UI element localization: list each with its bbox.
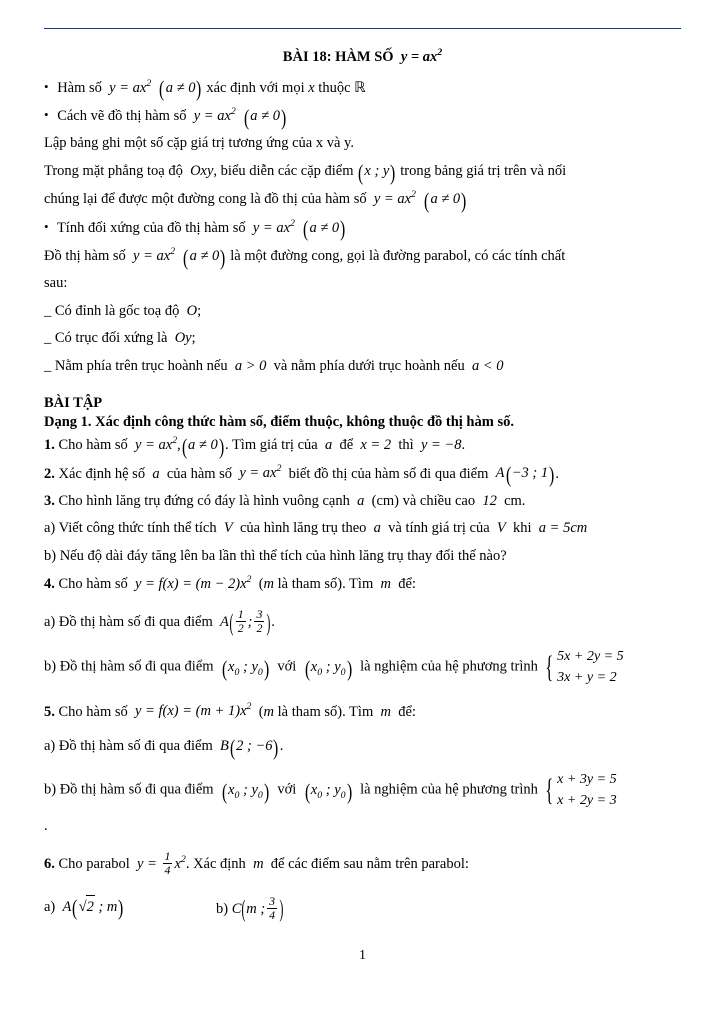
exercise-1-a: Cho hàm số (58, 437, 128, 454)
spacer-4a (44, 601, 681, 608)
volume-V-ex3: V (220, 520, 237, 537)
theory-line-plane (44, 160, 681, 183)
formula-fx-ex4: $y = f(x) = (m - 2)x^2$ (131, 574, 252, 593)
exercise-4a-text: a) Đồ thị hàm số đi qua điểm (44, 613, 213, 630)
point-A-sqrt2-m: A(√2 ; m) (58, 896, 124, 921)
formula-parabola-ex6: y = $\frac{1}{4}$ $x^2$ (133, 848, 186, 878)
exercise-6-label-a: a) (44, 898, 56, 915)
exercise-6-label-b: b) (216, 900, 229, 917)
exercise-5b-a: b) Đồ thị hàm số đi qua điểm (44, 781, 214, 798)
formula-fx-ex5: $y = f(x) = (m + 1)x^2$ (131, 701, 252, 720)
condition-a-positive: a > 0 (231, 357, 271, 374)
formula-a-neq-0: (a ≠ 0) (159, 77, 202, 102)
volume-V-ex3b: V (493, 520, 510, 537)
exercise-1-c: để (339, 437, 354, 454)
exercise-6-number: 6. (44, 856, 55, 873)
exercise-2-number: 2. (44, 465, 55, 482)
exercise-4-c: là tham số). Tìm (277, 576, 374, 593)
exercise-5b-c: là nghiệm của hệ phương trình (360, 781, 538, 798)
formula-y-ax2-2: $y = ax^2$ (190, 106, 236, 124)
coefficient-a-ex2: a (148, 465, 164, 482)
condition-y-eq-minus8: y = −8 (417, 437, 462, 454)
variable-a-ex1: a (321, 437, 336, 454)
condition-a-eq-5cm: a = 5cm (535, 520, 588, 537)
param-m-ex5b: m (376, 703, 395, 720)
exercise-6-b: . Xác định (185, 856, 246, 873)
exercise-5b (44, 769, 681, 811)
exercises-heading: BÀI TẬP (44, 395, 103, 412)
exercise-3a-c: và tính giá trị của (388, 520, 490, 537)
exercise-3a-d: khi (513, 520, 532, 537)
formula-y-ax2-5: $y = ax^2$ (129, 246, 176, 264)
exercise-6-c: để các điểm sau nằm trên parabol: (270, 856, 469, 873)
formula-y-ax2-ex1: $y = ax^2,(a \ne 0)$ (131, 434, 224, 459)
trailing-dot: . (44, 818, 48, 835)
exercise-5-d: để: (398, 703, 416, 720)
param-m-ex4: m (263, 576, 275, 593)
theory-line-parabola (44, 244, 681, 268)
theory-line-parabola-b: là một đường cong, gọi là đường parabol, có các tính chất (230, 247, 566, 264)
param-m-ex5: m (263, 703, 275, 720)
system-equations-ex5: { x + 3y = 5 x + 2y = 3 (544, 771, 617, 809)
exercise-3a (44, 517, 681, 540)
theory-bullet-1 (44, 76, 681, 100)
exercise-5 (44, 700, 681, 724)
point-x0y0-ex5: ($x_0$ ; $y_0$) (221, 779, 270, 804)
exercise-5-number: 5. (44, 703, 55, 720)
theory-property-1-text: _ Có đỉnh là gốc toạ độ (44, 302, 180, 319)
formula-a-neq-0-2: (a ≠ 0) (244, 105, 287, 130)
exercise-1-b: . Tìm giá trị của (224, 437, 318, 454)
point-O: O (182, 302, 198, 319)
system-equations-ex4: { 5x + 2y = 5 3x + y = 2 (544, 648, 624, 686)
point-x0y0-ex4b: ($x_0$ ; $y_0$) (304, 656, 352, 681)
theory-property-1: _ Có đỉnh là gốc toạ độ O; (44, 302, 202, 319)
exercise-3a-b: của hình lăng trụ theo (239, 520, 367, 537)
exercise-6-options (44, 895, 681, 923)
exercise-4-a: Cho hàm số (58, 576, 128, 593)
exercise-3-number: 3. (44, 492, 55, 509)
condition-x-eq-2: x = 2 (356, 437, 395, 454)
formula-a-neq-0-4: (a ≠ 0) (303, 217, 346, 242)
coordinate-system-Oxy: Oxy (186, 162, 214, 179)
theory-line-parabola-a: Đồ thị hàm số (44, 247, 126, 264)
theory-line-plane-b: , biểu diễn các cặp điểm (213, 162, 354, 179)
page-title-text: BÀI 18: HÀM SỐ (282, 48, 394, 65)
theory-bullet-3 (44, 216, 681, 240)
spacer-4b (44, 639, 681, 646)
theory-property-3 (44, 355, 681, 378)
exercise-6-a: Cho parabol (58, 856, 130, 873)
formula-y-ax2-ex2: $y = ax^2$ (235, 463, 282, 482)
point-B-ex5: B(2 ; −6) (216, 735, 279, 760)
exercise-1: 1. Cho hàm số $y = ax^2,(a \ne 0)$. Tìm giá trị của a để x = 2 thì y = −8. (44, 434, 466, 459)
point-xy: (x ; y) (358, 160, 396, 185)
exercise-4b-b: với (277, 658, 297, 675)
exercise-3a-a: a) Viết công thức tính thể tích (44, 520, 217, 537)
exercise-2-c: biết đồ thị của hàm số đi qua điểm (288, 465, 489, 482)
exercise-5-b: ( (258, 703, 264, 720)
theory-bullet-2-text: Cách vẽ đồ thị hàm số (57, 107, 187, 124)
theory-property-2-text: _ Có trục đối xứng là (44, 330, 168, 347)
exercise-3-a: Cho hình lăng trụ đứng có đáy là hình vuông cạnh (58, 492, 350, 509)
exercises-dang1-heading: Dạng 1. Xác định công thức hàm số, điểm thuộc, không thuộc đồ thị hàm số. (44, 414, 514, 431)
exercise-3b: b) Nếu độ dài đáy tăng lên ba lần thì thể tích của hình lăng trụ thay đổi thế nào? (44, 547, 507, 564)
formula-y-ax2: $y = ax^2$ (105, 77, 152, 96)
exercise-2-b: của hàm số (166, 465, 233, 482)
exercise-6 (44, 850, 681, 878)
exercise-4b (44, 646, 681, 688)
point-A-ex2: A(−3 ; 1) (492, 463, 555, 488)
formula-y-ax2-3: $y = ax^2$ (370, 189, 416, 208)
exercise-3-b: (cm) và chiều cao (371, 492, 476, 509)
exercise-3 (44, 490, 681, 513)
theory-bullet-1-tail: thuộc (318, 79, 351, 96)
height-12-ex3: 12 (478, 492, 501, 509)
page-number: 1 (359, 948, 366, 964)
exercise-4-number: 4. (44, 576, 55, 593)
exercise-4-b: ( (258, 576, 264, 593)
set-real: ℝ (354, 79, 366, 96)
spacer-5 (44, 693, 681, 700)
point-C-m-3over4: C(m ; $\frac{3}{4}$ ) (231, 893, 284, 924)
exercise-1-d: thì (398, 437, 414, 454)
theory-bullet-1-text: xác định với mọi (206, 79, 305, 96)
theory-bullet-2 (44, 104, 681, 128)
exercise-4b-a: b) Đồ thị hàm số đi qua điểm (44, 658, 214, 675)
axis-Oy: Oy (171, 330, 192, 347)
theory-property-3-a: _ Nằm phía trên trục hoành nếu (44, 357, 228, 374)
point-A-ex4: A( $\frac{1}{2}$ ; $\frac{3}{2}$ ) (216, 606, 271, 637)
theory-line-plane-a: Trong mặt phẳng toạ độ (44, 162, 183, 179)
exercise-2: 2. Xác định hệ số a của hàm số $y = ax^2$ biết đồ thị của hàm số đi qua điểm A(−3 ; 1). (44, 463, 559, 488)
exercise-4-d: để: (398, 576, 416, 593)
theory-line-table: Lập bảng ghi một số cặp giá trị tương ứng của x và y. (44, 135, 354, 152)
exercise-4b-c: là nghiệm của hệ phương trình (360, 658, 538, 675)
exercise-5-a: Cho hàm số (58, 703, 128, 720)
exercise-4 (44, 572, 681, 596)
spacer-5a (44, 728, 681, 735)
spacer-before-exercises (44, 382, 681, 395)
header-divider (44, 28, 681, 29)
exercise-1-number: 1. (44, 437, 55, 454)
exercise-3-c: cm. (504, 492, 526, 509)
param-m-ex6: m (249, 856, 268, 873)
spacer-5b (44, 762, 681, 769)
spacer-6-options (44, 882, 681, 895)
param-m-ex4b: m (376, 576, 395, 593)
condition-a-negative: a < 0 (468, 357, 504, 374)
formula-a-neq-0-5: (a ≠ 0) (183, 245, 226, 270)
theory-line-parabola-c: sau: (44, 275, 68, 292)
point-x0y0-ex4: ($x_0$ ; $y_0$) (221, 656, 270, 681)
theory-bullet-1-prefix: Hàm số (57, 79, 102, 96)
theory-line-curve-a: chúng lại để được một đường cong là đồ thị của hàm số (44, 191, 367, 208)
theory-line-plane-c: trong bảng giá trị trên và nối (400, 162, 567, 179)
edge-a-ex3b: a (370, 520, 385, 537)
exercise-6-option-a (44, 895, 216, 923)
spacer-6 (44, 843, 681, 850)
theory-property-2: _ Có trục đối xứng là Oy; (44, 330, 196, 347)
variable-x: x (308, 79, 315, 96)
edge-a-ex3: a (353, 492, 368, 509)
exercise-5a: a) Đồ thị hàm số đi qua điểm B(2 ; −6). (44, 735, 284, 760)
page-title (44, 47, 681, 66)
title-formula: $y = ax^2$ (397, 47, 443, 65)
point-x0y0-ex5b: ($x_0$ ; $y_0$) (304, 779, 352, 804)
theory-line-curve (44, 187, 681, 214)
exercise-4a: a) Đồ thị hàm số đi qua điểm A( $\frac{1}{2}$ ; $\frac{3}{2}$ ). (44, 606, 275, 637)
exercise-5b-b: với (277, 781, 297, 798)
exercise-6-option-b (216, 895, 284, 923)
theory-bullet-3-text: Tính đối xứng của đồ thị hàm số (56, 219, 246, 236)
exercise-5a-text: a) Đồ thị hàm số đi qua điểm (44, 737, 213, 754)
exercise-2-a: Xác định hệ số (58, 465, 146, 482)
theory-property-3-b: và nằm phía dưới trục hoành nếu (273, 357, 465, 374)
exercise-5-c: là tham số). Tìm (277, 703, 374, 720)
formula-a-neq-0-3: (a ≠ 0) (424, 189, 467, 214)
formula-y-ax2-4: $y = ax^2$ (249, 217, 295, 236)
